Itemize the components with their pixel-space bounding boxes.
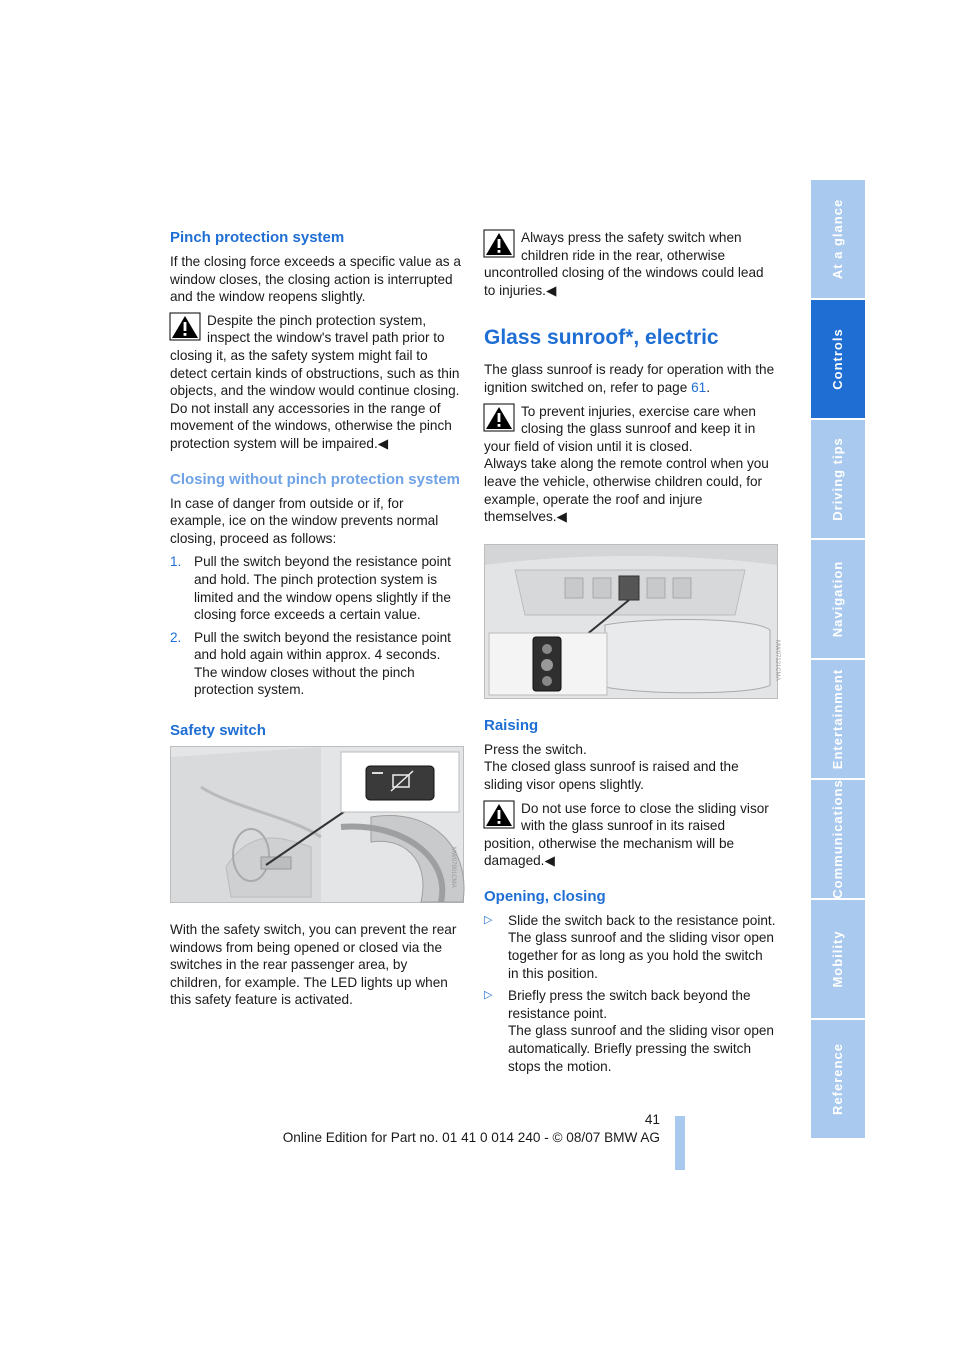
sunroof-switch-illustration bbox=[484, 544, 778, 699]
step-text: Pull the switch beyond the resistance point and hold again within approx. 4 seconds. The window closes without the pinch protection system. bbox=[194, 629, 451, 698]
tab-label: Controls bbox=[830, 328, 846, 390]
closing-without-pinch-heading: Closing without pinch protection system bbox=[170, 470, 461, 488]
closing-body: In case of danger from outside or if, for example, ice on the window prevents normal closing, proceed as follows: bbox=[170, 495, 439, 546]
warning-triangle-icon bbox=[170, 313, 200, 340]
step-number: 1. bbox=[170, 554, 182, 570]
left-column bbox=[170, 229, 462, 1009]
raising-heading: Raising bbox=[484, 716, 539, 734]
pinch-warning-text: Despite the pinch protection system, inspect the window's travel path prior to closing it, as the safety system might fail to detect certain kinds of obstructions, such as thin objects, and the window would continue closing. bbox=[170, 312, 460, 399]
sunroof-body-text: The glass sunroof is ready for operation with the ignition switched on, refer to page bbox=[484, 362, 775, 395]
raising-warning-text: Do not use force to close the sliding visor with the glass sunroof in its raised position, otherwise the mechanism will be damaged.◀ bbox=[484, 800, 769, 869]
sunroof-warning bbox=[484, 403, 776, 526]
image-code: MW07901CMA bbox=[450, 847, 456, 888]
tab-label: At a glance bbox=[830, 198, 846, 280]
tab-label: Driving tips bbox=[830, 437, 846, 521]
tab-navigation[interactable] bbox=[811, 540, 865, 658]
pinch-protection-body: If the closing force exceeds a specific value as a window closes, the closing action is interrupted and the window reopens slightly. bbox=[170, 254, 461, 305]
sunroof-warning-text: To prevent injuries, exercise care when closing the glass sunroof and keep it in your field of vision until it is closed. bbox=[484, 403, 756, 454]
step-number: 2. bbox=[170, 629, 182, 645]
tab-controls[interactable] bbox=[811, 300, 865, 418]
tab-driving-tips[interactable] bbox=[811, 420, 865, 538]
tab-label: Navigation bbox=[830, 560, 846, 638]
opening-item-sub: The glass sunroof and the sliding visor open together for as long as you hold the switch in this position. bbox=[508, 930, 774, 981]
warning-triangle-icon bbox=[484, 230, 514, 257]
child-safety-warning-text: Always press the safety switch when children ride in the rear, otherwise uncontrolled closing of the windows could lead to injuries.◀ bbox=[484, 230, 764, 298]
tab-communications[interactable] bbox=[811, 780, 865, 898]
triangle-bullet-icon: ▷ bbox=[484, 913, 493, 926]
safety-switch-illustration bbox=[170, 746, 464, 903]
tab-mobility[interactable] bbox=[811, 900, 865, 1018]
raising-warning bbox=[484, 800, 776, 870]
list-item bbox=[484, 987, 776, 1075]
child-safety-warning bbox=[484, 229, 776, 299]
image-code: MW07121CMA bbox=[774, 639, 780, 681]
pinch-protection-heading: Pinch protection system bbox=[170, 229, 345, 246]
opening-closing-list bbox=[484, 912, 776, 1075]
pinch-warning-text-2: Do not install any accessories in the range of movement of the windows, otherwise the pinch protection system will be impaired.◀ bbox=[170, 400, 452, 451]
opening-item-text: Slide the switch back to the resistance point. bbox=[508, 912, 776, 928]
tab-label: Communications bbox=[830, 779, 846, 899]
overhead-console-drawing bbox=[485, 545, 777, 698]
sunroof-body-end: . bbox=[706, 379, 710, 395]
list-item bbox=[170, 553, 462, 623]
tab-label: Entertainment bbox=[830, 668, 846, 770]
edition-line: Online Edition for Part no. 01 41 0 014 240 - © 08/07 BMW AG bbox=[282, 1130, 660, 1145]
right-column bbox=[484, 229, 780, 1080]
opening-closing-heading: Opening, closing bbox=[484, 887, 606, 905]
opening-item-sub: The glass sunroof and the sliding visor open automatically. Briefly pressing the switch stops the motion. bbox=[508, 1023, 774, 1074]
step-text: Pull the switch beyond the resistance point and hold. The pinch protection system is limited and the window opens slightly if the closing force exceeds a certain value. bbox=[194, 554, 451, 623]
safety-switch-heading: Safety switch bbox=[170, 722, 266, 740]
safety-switch-body: With the safety switch, you can prevent the rear windows from being opened or closed via the switches in the rear passenger area, by children, for example. The LED lights up when this safety feature is activated. bbox=[170, 922, 457, 1008]
page-link[interactable]: 61 bbox=[691, 379, 707, 395]
tab-at-a-glance[interactable] bbox=[811, 180, 865, 298]
tab-label: Mobility bbox=[830, 930, 846, 988]
pinch-warning bbox=[170, 312, 462, 453]
raising-line-1: Press the switch. bbox=[484, 741, 587, 757]
sunroof-warning-text-2: Always take along the remote control when you leave the vehicle, otherwise children could, for example, operate the roof and injure themselves.◀ bbox=[484, 456, 769, 525]
triangle-bullet-icon: ▷ bbox=[484, 989, 493, 1002]
tab-label: Reference bbox=[830, 1043, 846, 1115]
page-number: 41 bbox=[644, 1112, 660, 1127]
sunroof-body bbox=[484, 361, 776, 396]
warning-triangle-icon bbox=[484, 801, 514, 828]
closing-steps bbox=[170, 553, 462, 699]
door-panel-drawing bbox=[171, 747, 463, 902]
opening-item-text: Briefly press the switch back beyond the resistance point. bbox=[508, 988, 751, 1021]
raising-line-2: The closed glass sunroof is raised and the sliding visor opens slightly. bbox=[484, 759, 739, 792]
tab-reference[interactable] bbox=[811, 1020, 865, 1138]
list-item bbox=[484, 912, 776, 982]
tab-entertainment[interactable] bbox=[811, 660, 865, 778]
list-item bbox=[170, 629, 462, 699]
section-tabs bbox=[811, 180, 865, 1140]
glass-sunroof-heading: Glass sunroof*, electric bbox=[484, 326, 719, 350]
warning-triangle-icon bbox=[484, 404, 514, 431]
footer-accent-bar bbox=[675, 1116, 685, 1170]
